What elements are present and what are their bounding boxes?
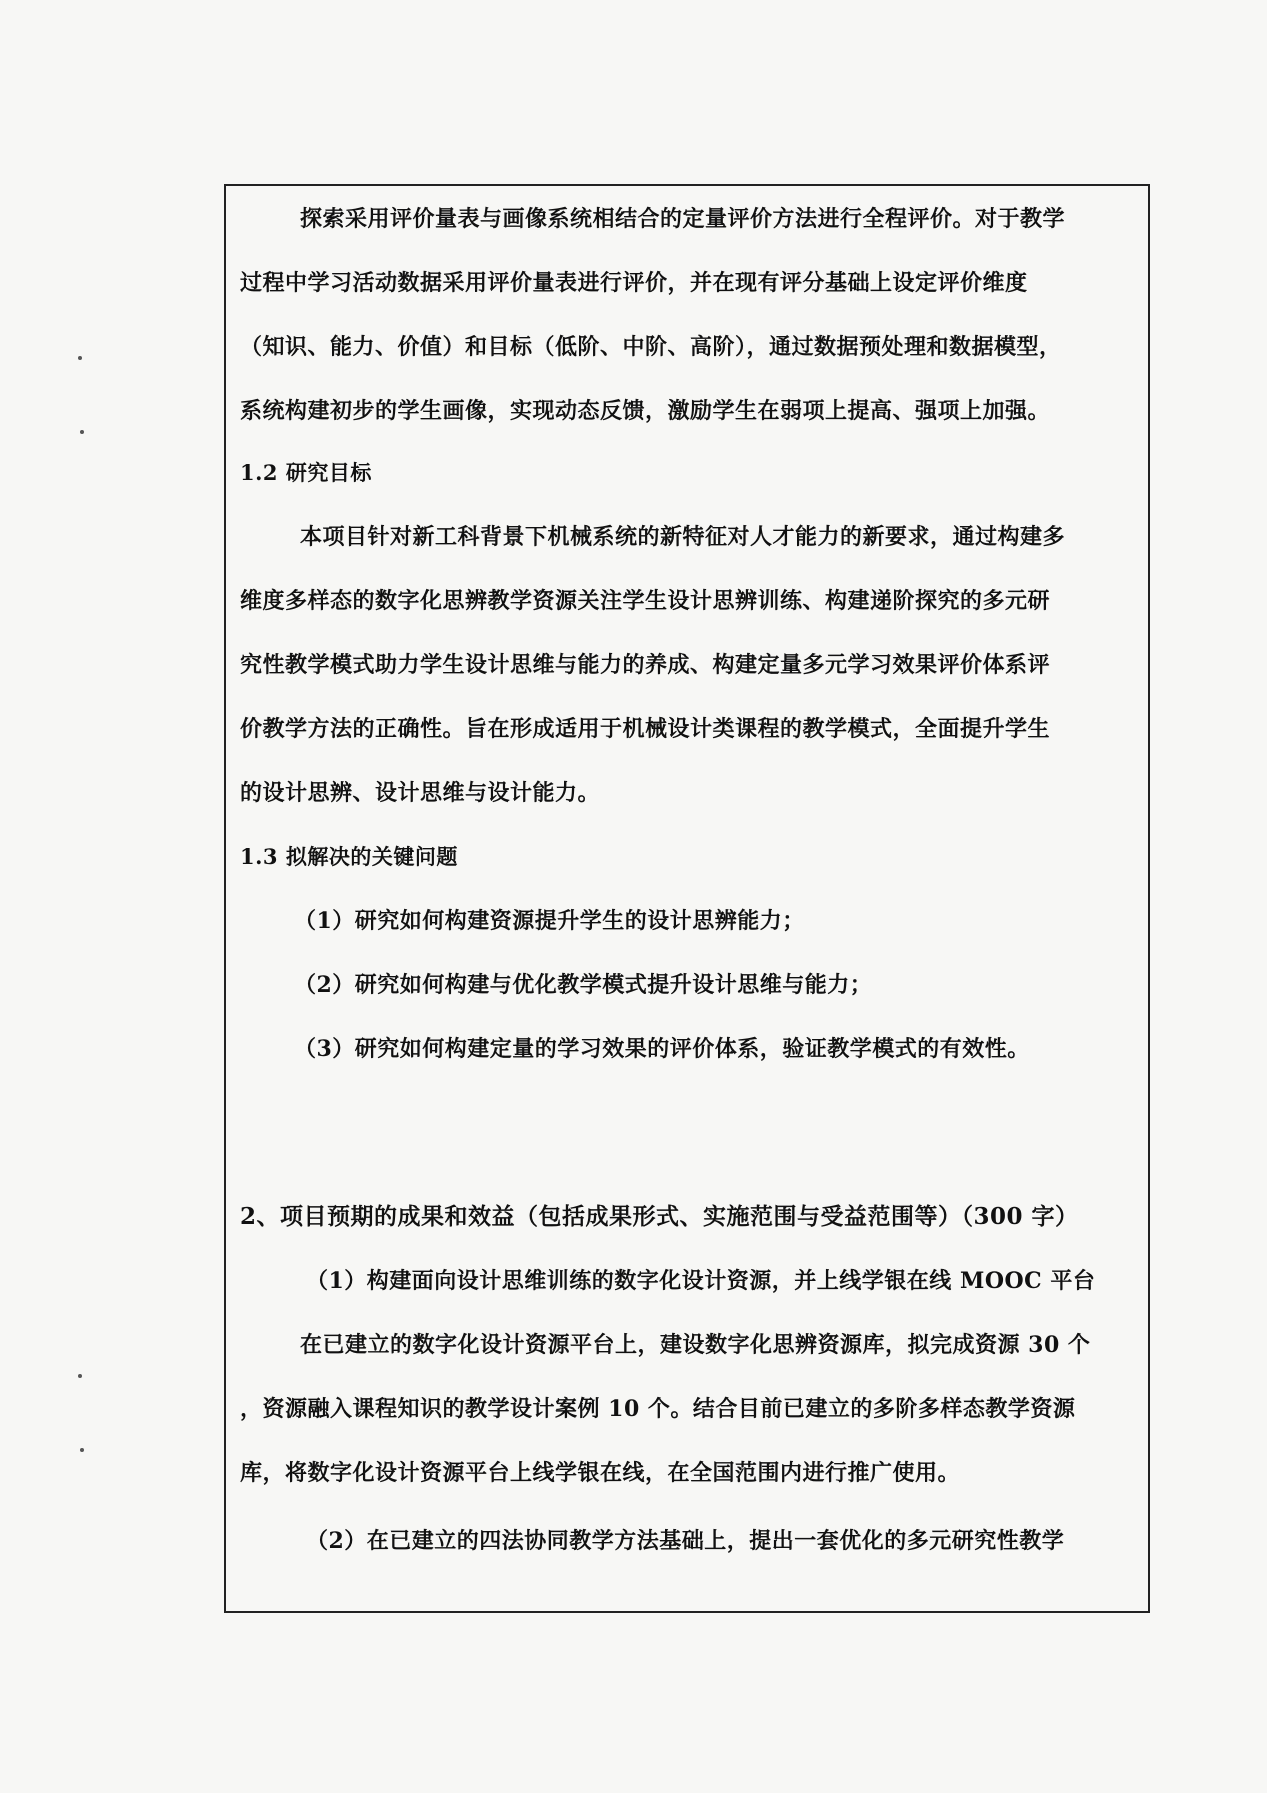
section-2-item-1-line-1: 在已建立的数字化设计资源平台上，建设数字化思辨资源库，拟完成资源 30 个 [300, 1332, 1091, 1358]
section-1-2-heading: 1.2 研究目标 [240, 460, 372, 485]
scan-speck [80, 1448, 84, 1452]
section-1-3-item-2: （2）研究如何构建与优化教学模式提升设计思维与能力； [294, 972, 873, 998]
section-1-2-line-4: 价教学方法的正确性。旨在形成适用于机械设计类课程的教学模式，全面提升学生 [240, 716, 1051, 742]
scan-speck [80, 430, 84, 434]
section-1-3-item-1: （1）研究如何构建资源提升学生的设计思辨能力； [294, 908, 805, 934]
section-2-item-2-title: （2）在已建立的四法协同教学方法基础上，提出一套优化的多元研究性教学 [306, 1528, 1065, 1554]
intro-line-2: 过程中学习活动数据采用评价量表进行评价，并在现有评分基础上设定评价维度 [240, 270, 1028, 296]
scan-speck [78, 356, 82, 360]
section-2-item-1-line-3: 库，将数字化设计资源平台上线学银在线，在全国范围内进行推广使用。 [240, 1460, 961, 1486]
intro-line-1: 探索采用评价量表与画像系统相结合的定量评价方法进行全程评价。对于教学 [300, 206, 1066, 232]
section-2-heading: 2、项目预期的成果和效益（包括成果形式、实施范围与受益范围等）（300 字） [240, 1203, 1079, 1230]
section-1-3-item-3: （3）研究如何构建定量的学习效果的评价体系，验证教学模式的有效性。 [294, 1036, 1030, 1062]
intro-line-3: （知识、能力、价值）和目标（低阶、中阶、高阶），通过数据预处理和数据模型， [240, 334, 1062, 360]
intro-line-4: 系统构建初步的学生画像，实现动态反馈，激励学生在弱项上提高、强项上加强。 [240, 398, 1051, 424]
section-1-2-line-5: 的设计思辨、设计思维与设计能力。 [240, 780, 601, 806]
section-1-3-heading: 1.3 拟解决的关键问题 [240, 844, 458, 869]
form-cell-frame [224, 184, 1150, 1613]
section-2-item-1-title: （1）构建面向设计思维训练的数字化设计资源，并上线学银在线 MOOC 平台 [306, 1268, 1096, 1294]
section-2-item-1-line-2: ，资源融入课程知识的教学设计案例 10 个。结合目前已建立的多阶多样态教学资源 [240, 1396, 1076, 1422]
section-1-2-line-1: 本项目针对新工科背景下机械系统的新特征对人才能力的新要求，通过构建多 [300, 524, 1066, 550]
section-1-2-line-3: 究性教学模式助力学生设计思维与能力的养成、构建定量多元学习效果评价体系评 [240, 652, 1051, 678]
scan-speck [78, 1374, 82, 1378]
section-1-2-line-2: 维度多样态的数字化思辨教学资源关注学生设计思辨训练、构建递阶探究的多元研 [240, 588, 1051, 614]
